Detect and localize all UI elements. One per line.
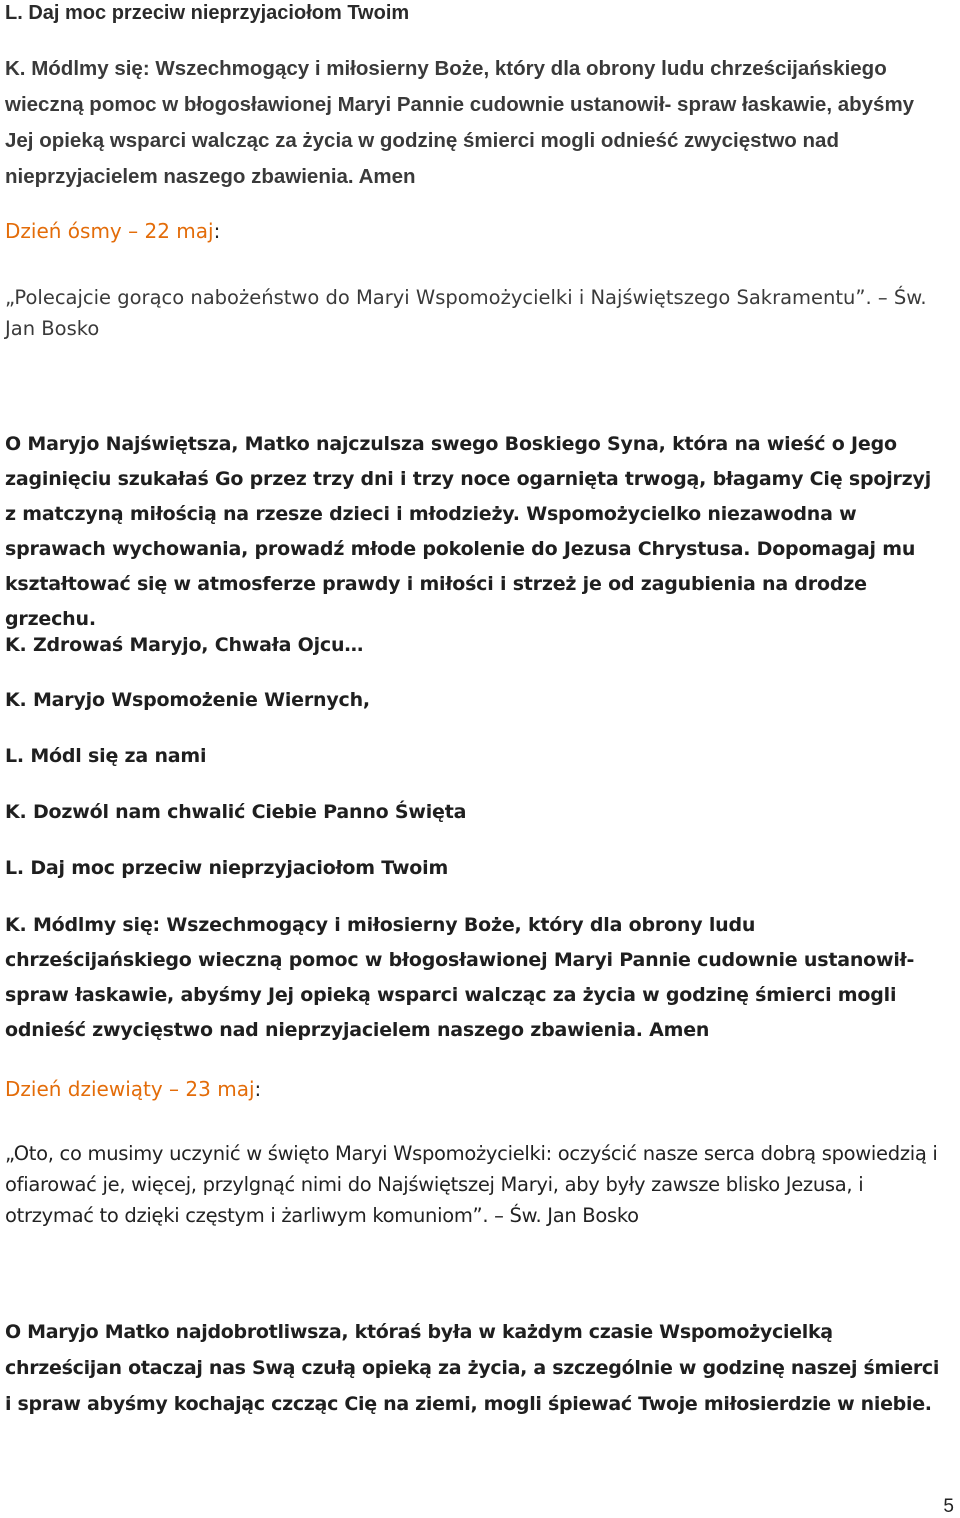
response-line-4: K. Dozwól nam chwalić Ciebie Panno Święta — [5, 801, 467, 823]
day9-heading-text: Dzień dziewiąty – 23 maj — [5, 1077, 255, 1101]
closing-prayer-b: K. Módlmy się: Wszechmogący i miłosierny Boże, który dla obrony ludu chrześcijańskiego wieczną pomoc w błogosławionej Maryi Pannie cudownie ustanowił- spraw łaskawie, abyśmy Jej opieką wsparci walcząc za życia w godzinę śmierci mogli odnieść zwycięstwo nad nieprzyjacielem naszego zbawienia. Amen — [5, 914, 915, 1041]
response-line-2: K. Maryjo Wspomożenie Wiernych, — [5, 689, 370, 711]
day8-prayer: O Maryjo Najświętsza, Matko najczulsza swego Boskiego Syna, która na wieść o Jego zaginięciu szukałaś Go przez trzy dni i trzy noce ogarnięta trwogą, błagamy Cię spojrzyj z matczyną miłością na rzesze dzieci i młodzieży. Wspomożycielko niezawodna w sprawach wychowania, prowadź młode pokolenie do Jezusa Chrystusa. Dopomagaj mu kształtować się w atmosferze prawdy i miłości i strzeż je od zagubienia na drodze grzechu. — [5, 433, 932, 630]
day8-heading-colon: : — [213, 219, 221, 243]
closing-prayer-a: K. Módlmy się: Wszechmogący i miłosierny Boże, który dla obrony ludu chrześcijańskiego wieczną pomoc w błogosławionej Maryi Pannie cudownie ustanowił- spraw łaskawie, abyśmy Jej opieką wsparci walcząc za życia w godzinę śmierci mogli odnieść zwycięstwo nad nieprzyjacielem naszego zbawienia. Amen — [5, 57, 915, 188]
day8-heading — [5, 218, 220, 244]
day9-heading-colon: : — [254, 1077, 262, 1101]
day9-heading — [5, 1076, 261, 1102]
response-line-3: L. Módl się za nami — [5, 745, 207, 767]
page-number: 5 — [943, 1496, 954, 1517]
day8-heading-text: Dzień ósmy – 22 maj — [5, 219, 214, 243]
day9-prayer: O Maryjo Matko najdobrotliwsza, któraś była w każdym czasie Wspomożycielką chrześcijan otaczaj nas Swą czułą opieką za życia, a szczególnie w godzinę naszej śmierci i spraw abyśmy kochając czcząc Cię na ziemi, mogli śpiewać Twoje miłosierdzie w niebie. — [5, 1321, 940, 1415]
response-line-1: K. Zdrowaś Maryjo, Chwała Ojcu… — [5, 634, 364, 656]
day9-quote: „Oto, co musimy uczynić w święto Maryi Wspomożycielki: oczyścić nasze serca dobrą spowiedzią i ofiarować je, więcej, przylgnąć nimi do Najświętszej Maryi, aby były zawsze blisko Jezusa, i otrzymać to dzięki częstym i żarliwym komuniom”. – Św. Jan Bosko — [5, 1142, 938, 1227]
response-line-5: L. Daj moc przeciw nieprzyjaciołom Twoim — [5, 857, 449, 879]
day8-quote: „Polecajcie gorąco nabożeństwo do Maryi Wspomożycielki i Najświętszego Sakramentu”. – Św. Jan Bosko — [5, 286, 927, 340]
response-line-top: L. Daj moc przeciw nieprzyjaciołom Twoim — [5, 2, 410, 24]
